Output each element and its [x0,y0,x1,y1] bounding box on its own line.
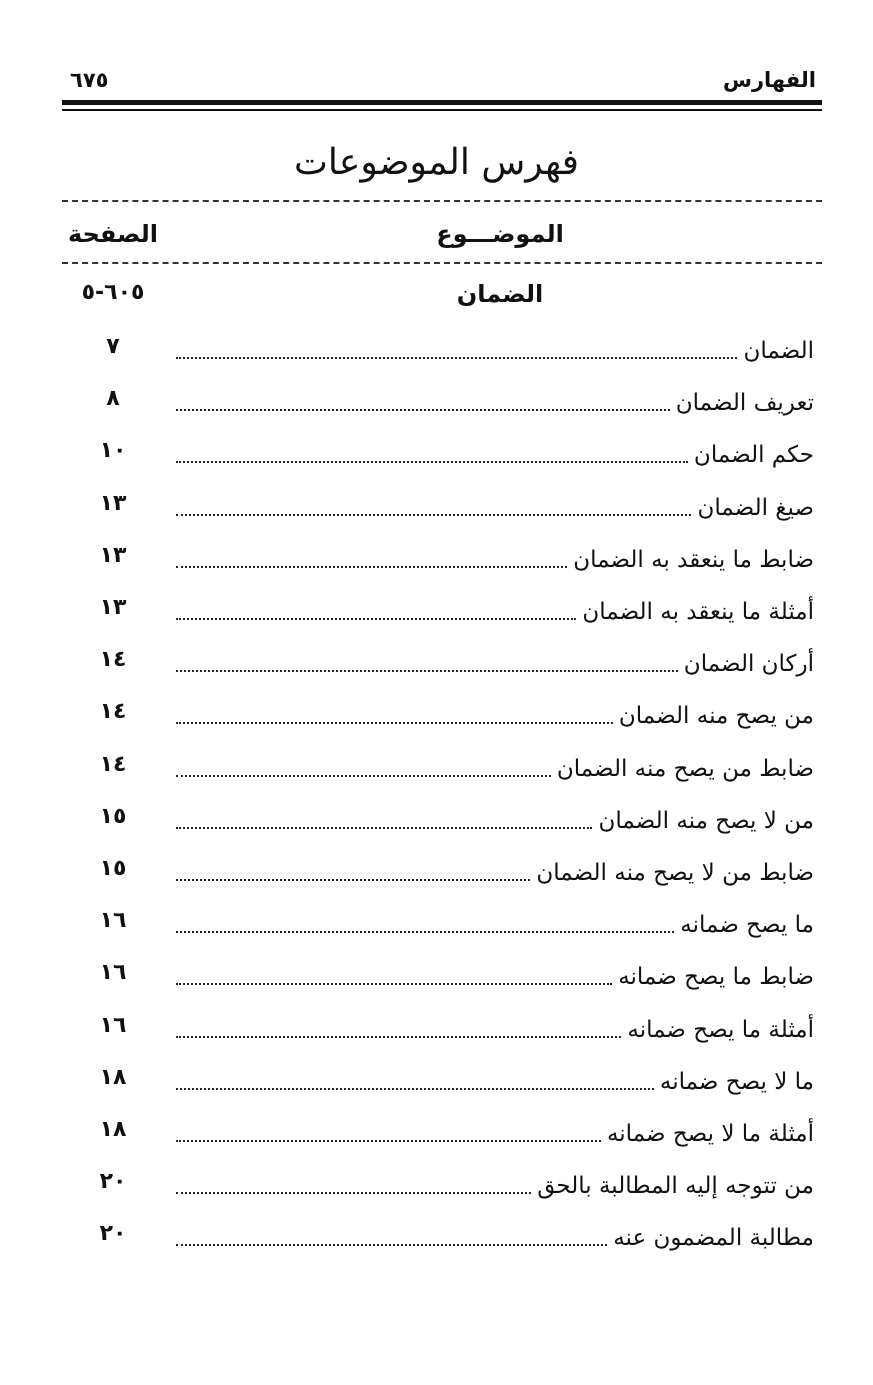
toc-entry-page: ١٦ [99,908,127,933]
toc-entry-page: ٢٠ [99,1221,127,1246]
toc-entry [176,489,814,523]
toc-entry [176,384,814,418]
dot-leader [176,879,530,881]
toc-entry [176,750,814,784]
toc-entry-label: ضابط ما يصح ضمانه [618,964,814,990]
toc-entry-label: أمثلة ما لا يصح ضمانه [606,1121,814,1147]
toc-entry-page: ١٤ [99,647,127,672]
dot-leader [176,827,592,829]
toc-entry-label: ضابط من لا يصح منه الضمان [536,860,814,886]
dot-leader [176,461,688,463]
toc-entry [176,1063,814,1097]
toc-entry-label: تعريف الضمان [675,390,814,416]
column-heading-page: الصفحة [67,220,158,248]
toc-entry-label: حكم الضمان [693,442,814,468]
toc-entry-label: من يصح منه الضمان [618,703,814,729]
toc-entry-page: ٢٠ [99,1169,127,1194]
toc-entry-label: أمثلة ما يصح ضمانه [627,1017,814,1043]
toc-entry-label: ضابط ما ينعقد به الضمان [573,547,814,573]
toc-entry-label: صيغ الضمان [697,495,814,521]
running-title: الفهارس [722,68,816,92]
toc-entry [176,541,814,575]
toc-entry-page: ١٣ [99,595,127,620]
toc-entry [176,906,814,940]
dot-leader [176,983,612,985]
toc-entry [176,332,814,366]
section-heading: الضمان [456,280,544,308]
toc-entry-label: أركان الضمان [683,651,814,677]
toc-entry [176,1011,814,1045]
dot-leader [176,566,567,568]
toc-entry [176,1167,814,1201]
page-number: ٦٧٥ [70,68,109,92]
toc-entry-page: ٨ [106,386,120,411]
toc-entry-label: مطالبة المضمون عنه [613,1225,814,1251]
toc-entry-label: ضابط من يصح منه الضمان [556,756,814,782]
toc-entry [176,1115,814,1149]
toc-entry-page: ١٦ [99,960,127,985]
dot-leader [176,775,551,777]
toc-entry [176,593,814,627]
dot-leader [176,409,670,411]
section-page-range: ٦٠٥-٥ [81,280,145,305]
toc-entry-page: ١٨ [99,1117,127,1142]
toc-entry-page: ١٣ [99,543,127,568]
toc-entry-page: ١٤ [99,752,127,777]
toc-entry-page: ٧ [106,334,120,359]
toc-entry [176,436,814,470]
toc-entry-page: ١٣ [99,491,127,516]
column-heading-topic: الموضـــوع [436,220,564,248]
dot-leader [176,1088,654,1090]
toc-entry-page: ١٠ [99,438,127,463]
toc-entry-page: ١٥ [99,804,127,829]
index-title: فهرس الموضوعات [294,142,579,183]
toc-entry-label: أمثلة ما ينعقد به الضمان [582,599,814,625]
toc-entry-label: من لا يصح منه الضمان [598,808,814,834]
dot-leader [176,722,613,724]
toc-entry [176,854,814,888]
toc-entry-label: ما لا يصح ضمانه [659,1069,814,1095]
toc-entry-label: الضمان [743,338,814,364]
dot-leader [176,931,674,933]
toc-entry [176,958,814,992]
dot-leader [176,1140,601,1142]
toc-entry-page: ١٤ [99,699,127,724]
dot-leader [176,514,691,516]
toc-entry-label: من تتوجه إليه المطالبة بالحق [537,1173,814,1199]
dot-leader [176,1244,607,1246]
toc-entry [176,802,814,836]
dot-leader [176,1192,531,1194]
toc-entry [176,697,814,731]
dot-leader [176,1036,621,1038]
toc-entry-page: ١٨ [99,1065,127,1090]
toc-entry-page: ١٥ [99,856,127,881]
toc-entry-label: ما يصح ضمانه [680,912,814,938]
toc-entry [176,1219,814,1253]
dot-leader [176,357,737,359]
dot-leader [176,670,678,672]
dot-leader [176,618,576,620]
toc-entry [176,645,814,679]
toc-entry-page: ١٦ [99,1013,127,1038]
